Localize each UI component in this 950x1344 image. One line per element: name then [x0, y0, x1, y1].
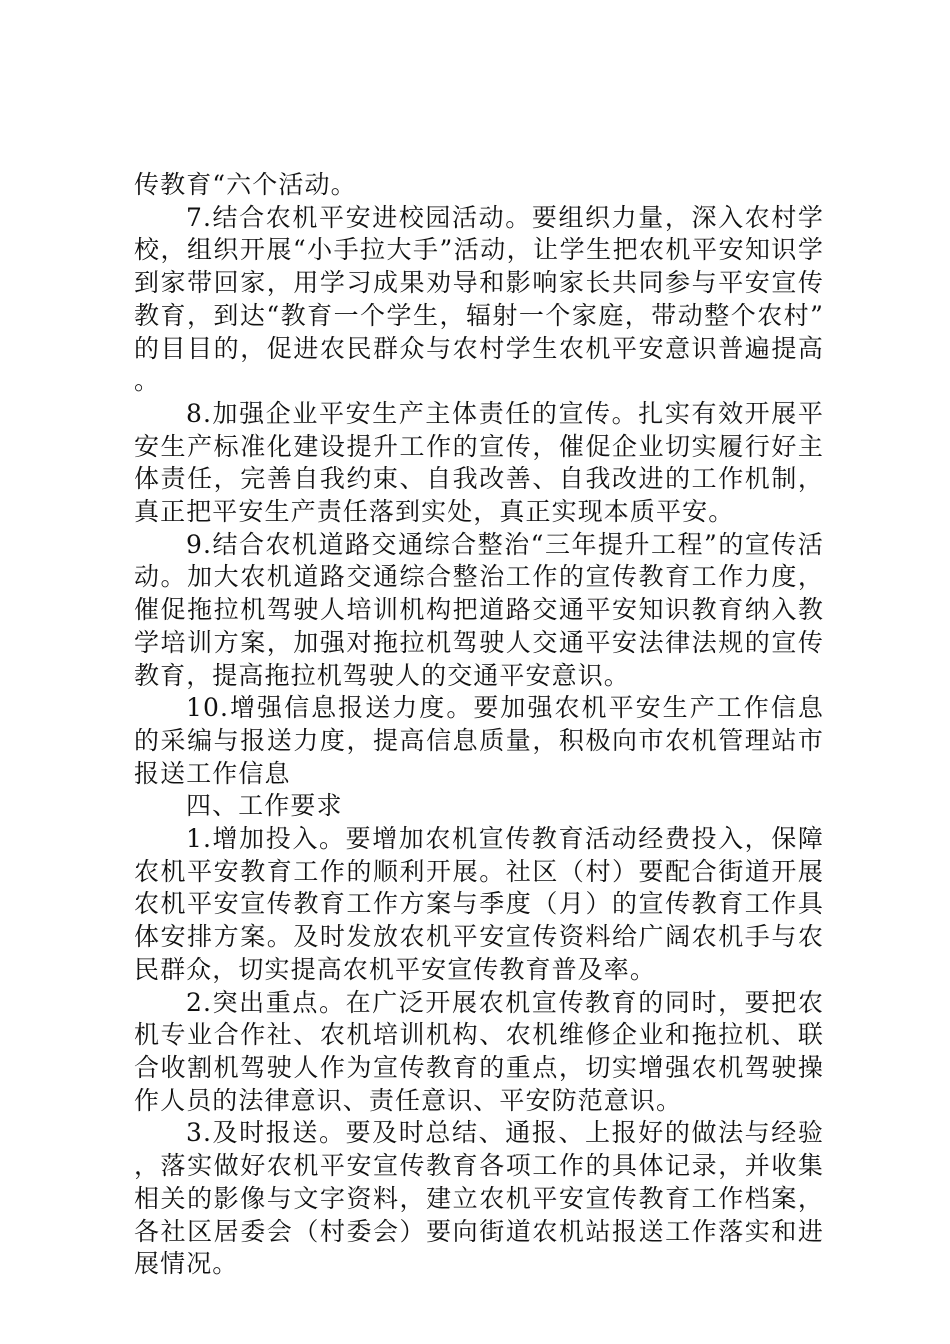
- paragraph-requirement-2: 2.突出重点。在广泛开展农机宣传教育的同时，要把农机专业合作社、农机培训机构、农机维修企业和拖拉机、联合收割机驾驶人作为宣传教育的重点，切实增强农机驾驶操作人员的法律意识、责任意识、平安防范意识。: [134, 987, 824, 1115]
- paragraph-item-10: 10.增强信息报送力度。要加强农机平安生产工作信息的采编与报送力度，提高信息质量，积极向市农机管理站市报送工作信息: [134, 693, 824, 788]
- paragraph-continuation: 传教育“六个活动。: [134, 170, 357, 199]
- paragraph-requirement-3: 3.及时报送。要及时总结、通报、上报好的做法与经验，落实做好农机平安宣传教育各项工作的具体记录，并收集相关的影像与文字资料，建立农机平安宣传教育工作档案，各社区居委会（村委会）要向街道农机站报送工作落实和进展情况。: [134, 1118, 824, 1279]
- paragraph-requirement-1: 1.增加投入。要增加农机宣传教育活动经费投入，保障农机平安教育工作的顺利开展。社区（村）要配合街道开展农机平安宣传教育工作方案与季度（月）的宣传教育工作具体安排方案。及时发放农机平安宣传资料给广阔农机手与农民群众，切实提高农机平安宣传教育普及率。: [134, 824, 824, 984]
- paragraph-item-8: 8.加强企业平安生产主体责任的宣传。扎实有效开展平安生产标准化建设提升工作的宣传，催促企业切实履行好主体责任，完善自我约束、自我改善、自我改进的工作机制，真正把平安生产责任落到实处，真正实现本质平安。: [134, 398, 824, 527]
- section-heading-work-requirements: 四、工作要求: [186, 791, 343, 821]
- paragraph-item-7: 7.结合农机平安进校园活动。要组织力量，深入农村学校，组织开展“小手拉大手”活动，让学生把农机平安知识学到家带回家，用学习成果劝导和影响家长共同参与平安宣传教育，到达“教育一个学生，辐射一个家庭，带动整个农村”的目目的，促进农民群众与农村学生农机平安意识普遍提高。: [134, 202, 824, 396]
- paragraph-item-9: 9.结合农机道路交通综合整治“三年提升工程”的宣传活动。加大农机道路交通综合整治工作的宣传教育工作力度，催促拖拉机驾驶人培训机构把道路交通平安知识教育纳入教学培训方案，加强对拖拉机驾驶人交通平安法律法规的宣传教育，提高拖拉机驾驶人的交通平安意识。: [134, 529, 824, 690]
- document-body: [134, 169, 824, 1281]
